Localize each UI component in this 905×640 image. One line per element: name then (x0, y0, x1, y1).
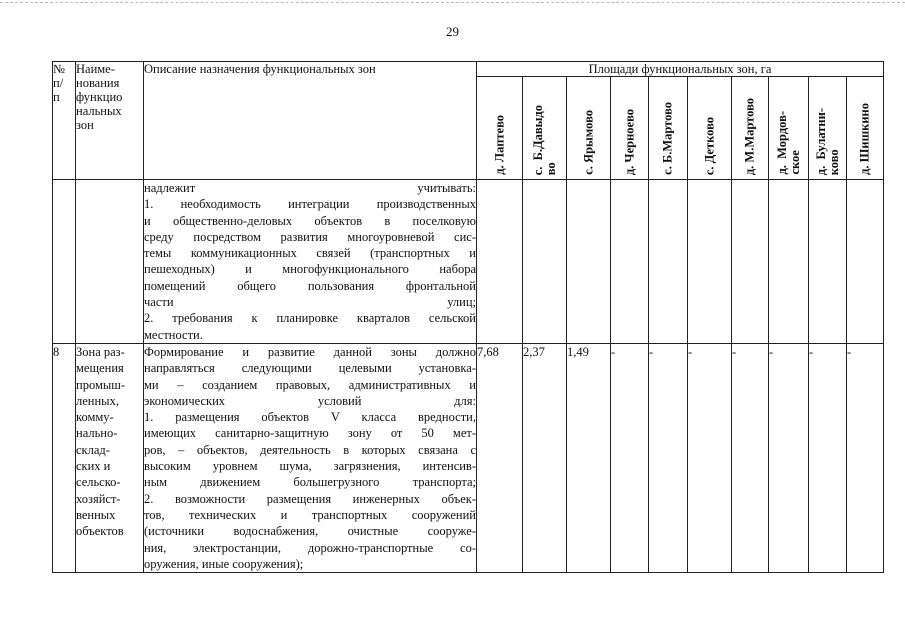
row-area-value (732, 180, 769, 344)
description-line: среду посредством развития многоуровневой сис- (144, 229, 476, 244)
header-zone-name-line: нальных (76, 104, 122, 118)
header-zone-name (76, 62, 144, 180)
zone-name-line: комму- (76, 410, 114, 425)
header-zone-name-line: функцио (76, 90, 123, 104)
header-settlement-label: д. Черноево (622, 108, 636, 175)
description-line: помещений общего пользования фронтальной (144, 278, 476, 293)
row-area-value: - (611, 343, 649, 572)
header-area-title: Площади функциональных зон, га (477, 62, 884, 77)
header-settlement-col (649, 77, 688, 180)
description-line: части улиц; (144, 295, 476, 310)
description-line: ми – созданием правовых, административных и (144, 377, 476, 392)
header-settlement-col (769, 77, 809, 180)
row-description (144, 180, 477, 344)
row-area-value: - (732, 343, 769, 572)
row-area-value (688, 180, 732, 344)
description-line: 2. возможности размещения инженерных объек- (144, 491, 476, 506)
row-area-value: - (649, 343, 688, 572)
zone-name-line: Зона раз- (76, 344, 125, 359)
row-zone-name (76, 180, 144, 344)
header-settlement-col (847, 77, 884, 180)
header-number (53, 62, 76, 180)
zone-name-line: венных (76, 507, 116, 522)
description-line: ния, электростанции, дорожно-транспортные со- (144, 540, 476, 555)
row-area-value (769, 180, 809, 344)
header-settlement-col (611, 77, 649, 180)
row-area-value (649, 180, 688, 344)
header-settlement-label: д. Мордов- ское (774, 111, 802, 175)
description-line: надлежит учитывать: (144, 181, 476, 195)
zone-name-line: хозяйст- (76, 491, 121, 506)
description-line: и общественно-деловых объектов в поселковую (144, 213, 476, 228)
header-settlement-label: с. Б.Мартово (660, 102, 675, 175)
row-description (144, 343, 477, 572)
header-zone-name-line: зон (76, 118, 94, 132)
header-settlement-col (688, 77, 732, 180)
row-area-value (809, 180, 847, 344)
zone-name-line: склад- (76, 442, 110, 457)
description-line: имеющих санитарно-защитную зону от 50 мет- (144, 426, 476, 441)
header-settlement-col (732, 77, 769, 180)
scan-top-edge (0, 2, 905, 3)
row-area-value: 7,68 (477, 343, 523, 572)
description-line: оружения, иные сооружения); (144, 556, 304, 571)
zone-name-line: мещения (76, 361, 124, 376)
header-settlement-col (809, 77, 847, 180)
header-settlement-label: с. Детково (702, 116, 716, 175)
table-row (53, 343, 884, 572)
row-area-value (847, 180, 884, 344)
header-settlement-col (567, 77, 611, 180)
header-settlement-label: с. Б.Давыдо во (530, 104, 558, 175)
description-line: направляться следующими целевыми установка- (144, 361, 476, 376)
row-area-value (567, 180, 611, 344)
description-line: 2. требования к планировке кварталов сельской (144, 311, 476, 326)
description-line: ным движением большегрузного транспорта; (144, 475, 476, 490)
header-number-line: п (53, 90, 60, 104)
description-line: пешеходных) и многофункционального набора (144, 262, 476, 277)
header-zone-name-line: нования (76, 76, 120, 90)
header-description: Описание назначения функциональных зон (144, 62, 477, 180)
zone-name-line: объектов (76, 524, 124, 539)
header-settlement-label: д. Лаптево (492, 115, 506, 175)
zone-name-line: ленных, (76, 393, 119, 408)
header-zone-name-line: Наиме- (76, 62, 115, 76)
row-area-value: - (769, 343, 809, 572)
zone-name-line: промыш- (76, 377, 126, 392)
row-area-value: - (809, 343, 847, 572)
zone-name-line: нально- (76, 426, 118, 441)
row-area-value (611, 180, 649, 344)
row-index (53, 180, 76, 344)
description-line: 1. необходимость интеграции производственных (144, 197, 476, 212)
description-line: 1. размещения объектов V класса вредности, (144, 410, 476, 425)
header-settlement-label: д. Шишкино (857, 103, 872, 175)
description-line: (источники водоснабжения, очистные сооруже- (144, 524, 476, 539)
row-area-value (523, 180, 567, 344)
row-index: 8 (53, 343, 76, 572)
header-settlement-col (477, 77, 523, 180)
page-number: 29 (446, 24, 459, 39)
row-area-value (477, 180, 523, 344)
description-line: экономических условий для: (144, 393, 476, 408)
header-number-line: п/ (53, 76, 64, 90)
header-settlement-col (523, 77, 567, 180)
header-settlement-label: с. Ярымово (581, 110, 595, 175)
row-zone-name (76, 343, 144, 572)
description-line: тов, технических и транспортных сооружений (144, 507, 476, 522)
zone-name-line: сельско- (76, 475, 121, 490)
description-line: местности. (144, 327, 203, 342)
header-settlement-label: д. М.Мартово (742, 97, 757, 175)
zone-name-line: ских и (76, 459, 111, 474)
row-area-value: 2,37 (523, 343, 567, 572)
table-row (53, 180, 884, 344)
row-area-value: 1,49 (567, 343, 611, 572)
description-line: высоким уровнем шума, загрязнения, интенсив- (144, 459, 476, 474)
row-area-value: - (688, 343, 732, 572)
header-settlement-label: д. Булатни- ково (813, 107, 841, 175)
header-number-line: № (53, 62, 65, 76)
row-area-value: - (847, 343, 884, 572)
description-line: Формирование и развитие данной зоны должно (144, 344, 476, 359)
description-line: ров, – объектов, деятельность в которых связана с (144, 442, 476, 457)
functional-zones-table (52, 61, 884, 573)
description-line: темы коммуникационных связей (транспортных и (144, 246, 476, 261)
